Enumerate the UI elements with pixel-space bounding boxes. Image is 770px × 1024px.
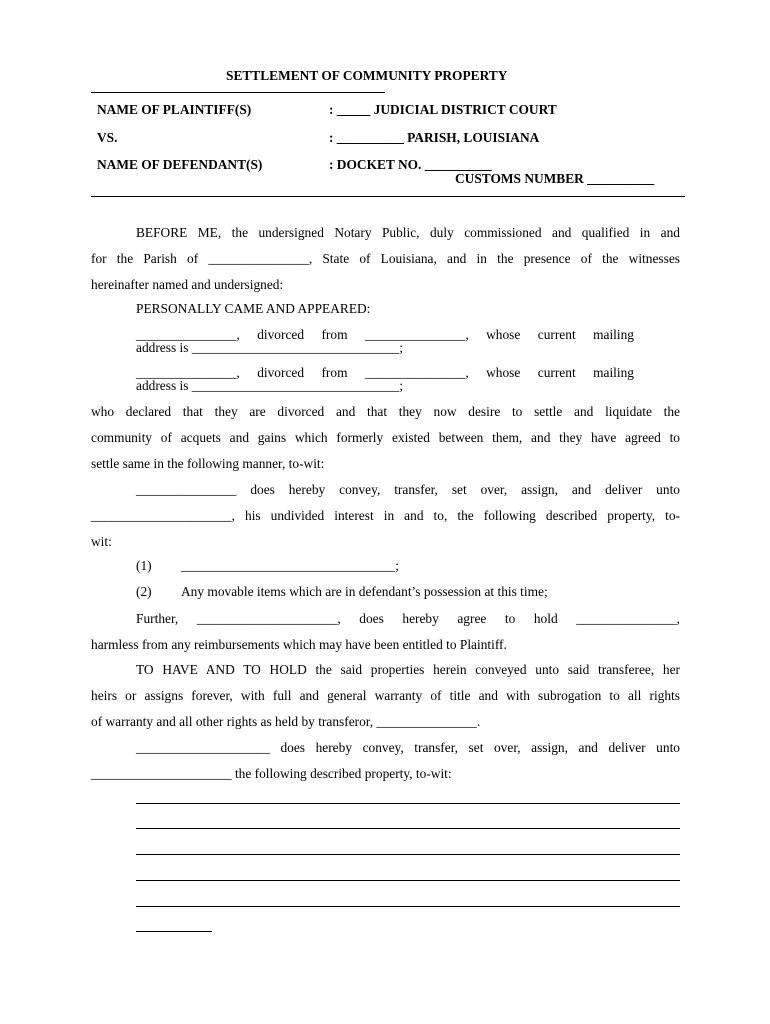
defendant-label: NAME OF DEFENDANT(S) [97, 157, 263, 172]
customs-line: CUSTOMS NUMBER __________ [455, 171, 655, 186]
document-title: SETTLEMENT OF COMMUNITY PROPERTY [226, 68, 508, 83]
property-blank-line [136, 803, 680, 804]
convey-2-line-1: ____________________ does hereby convey, transfer, set over, assign, and deliver unto [136, 740, 680, 755]
declared-line-3: settle same in the following manner, to-wit: [91, 456, 325, 471]
property-blank-line [136, 880, 680, 881]
declared-line-1: who declared that they are divorced and that they now desire to settle and liquidate the [91, 404, 680, 419]
property-blank-line-short [136, 931, 212, 932]
convey-2-line-2: _____________________ the following described property, to-wit: [91, 766, 452, 781]
plaintiff-label: NAME OF PLAINTIFF(S) [97, 102, 252, 117]
item-2-text: Any movable items which are in defendant’s possession at this time; [181, 584, 548, 599]
party-1-line-1: _______________, divorced from _______________, whose current mailing [136, 327, 634, 342]
court-line: : _____ JUDICIAL DISTRICT COURT [329, 102, 557, 117]
vs-label: VS. [97, 130, 118, 145]
property-blank-line [136, 828, 680, 829]
caption-divider [91, 196, 685, 197]
parish-line: : __________ PARISH, LOUISIANA [329, 130, 540, 145]
convey-1-line-3: wit: [91, 534, 112, 549]
appeared-heading: PERSONALLY CAME AND APPEARED: [136, 301, 371, 316]
intro-line-3: hereinafter named and undersigned: [91, 277, 284, 292]
party-2-address: address is _______________________________; [136, 378, 404, 393]
habendum-line-2: heirs or assigns forever, with full and general warranty of title and with subrogation to all rights [91, 688, 680, 703]
declared-line-2: community of acquets and gains which formerly existed between them, and they have agreed to [91, 430, 680, 445]
property-blank-line [136, 906, 680, 907]
property-blank-line [136, 854, 680, 855]
party-2-line-1: _______________, divorced from _______________, whose current mailing [136, 365, 634, 380]
item-2-number: (2) [136, 584, 152, 599]
convey-1-line-1: _______________ does hereby convey, transfer, set over, assign, and deliver unto [136, 482, 680, 497]
habendum-line-3: of warranty and all other rights as held by transferor, _______________. [91, 714, 481, 729]
intro-line-1: BEFORE ME, the undersigned Notary Public, duly commissioned and qualified in and [136, 225, 680, 240]
convey-1-line-2: _____________________, his undivided interest in and to, the following described property, to- [91, 508, 680, 523]
item-1-number: (1) [136, 558, 152, 573]
title-underline [91, 92, 385, 93]
further-line-2: harmless from any reimbursements which may have been entitled to Plaintiff. [91, 637, 507, 652]
intro-line-2: for the Parish of _______________, State of Louisiana, and in the presence of the witnesses [91, 251, 680, 266]
item-1-text: ________________________________; [181, 558, 399, 573]
further-line-1: Further, _____________________, does hereby agree to hold _______________, [136, 611, 680, 626]
party-1-address: address is _______________________________; [136, 340, 404, 355]
docket-line: : DOCKET NO. __________ [329, 157, 492, 172]
habendum-line-1: TO HAVE AND TO HOLD the said properties herein conveyed unto said transferee, her [136, 662, 680, 677]
